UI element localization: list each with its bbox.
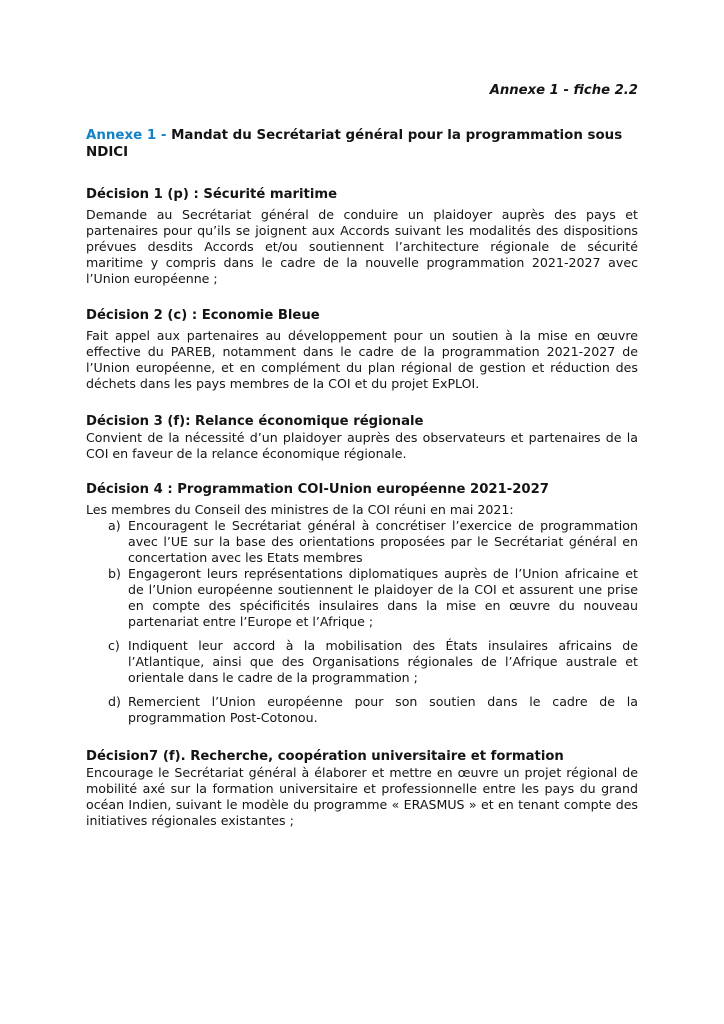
- document-title-text: Mandat du Secrétariat général pour la programmation sous NDICI: [86, 128, 623, 160]
- list-item-c-text: Indiquent leur accord à la mobilisation des États insulaires africains de l’Atlantique, ainsi que des Organisations régionales de l’Afrique australe et orientale dans le cadre de la programmation ;: [128, 638, 638, 685]
- decision-2-heading: Décision 2 (c) : Economie Bleue: [86, 308, 320, 323]
- section-decision-2: [86, 308, 638, 392]
- list-item-a-marker: a): [108, 518, 121, 533]
- section-decision-7: [86, 749, 638, 829]
- list-item-d: [108, 694, 638, 726]
- list-item-c-marker: c): [108, 638, 120, 653]
- list-item-d-marker: d): [108, 694, 121, 709]
- decision-3-body: Convient de la nécessité d’un plaidoyer auprès des observateurs et partenaires de la COI en faveur de la relance économique régionale.: [86, 430, 638, 461]
- decision-7-body: Encourage le Secrétariat général à élaborer et mettre en œuvre un projet régional de mobilité axé sur la formation universitaire et professionnelle entre les pays du grand océan Indien, suivant le modèle du programme « ERASMUS » et en tenant compte des initiatives régionales existantes ;: [86, 765, 638, 828]
- list-item-a: [108, 518, 638, 566]
- decision-4-intro: Les membres du Conseil des ministres de la COI réuni en mai 2021:: [86, 502, 514, 517]
- section-decision-3: [86, 414, 638, 462]
- document-title: [86, 127, 638, 161]
- list-item-b-marker: b): [108, 566, 121, 581]
- document-title-prefix: Annexe 1 -: [86, 128, 172, 143]
- decision-1-body: Demande au Secrétariat général de conduire un plaidoyer auprès des pays et partenaires pour qu’ils se joignent aux Accords suivant les modalités des dispositions prévues desdits Accords et/ou soutiennent l’architecture régionale de sécurité maritime y compris dans le cadre de la nouvelle programmation 2021-2027 avec l’Union européenne ;: [86, 207, 638, 286]
- list-item-c: [108, 638, 638, 686]
- list-item-d-text: Remercient l’Union européenne pour son soutien dans le cadre de la programmation Post-Cotonou.: [128, 694, 638, 725]
- decision-1-heading: Décision 1 (p) : Sécurité maritime: [86, 187, 338, 202]
- list-item-a-text: Encouragent le Secrétariat général à concrétiser l’exercice de programmation avec l’UE sur la base des orientations proposées par le Secrétariat général en concertation avec les Etats membres: [128, 518, 638, 565]
- section-decision-4: [86, 482, 638, 726]
- list-item-b-text: Engageront leurs représentations diplomatiques auprès de l’Union africaine et de l’Union européenne soutiennent le plaidoyer de la COI et assurent une prise en compte des spécificités insulaires dans la mise en œuvre du nouveau partenariat entre l’Europe et l’Afrique ;: [128, 566, 638, 629]
- page-header-annotation: Annexe 1 - fiche 2.2: [489, 83, 638, 98]
- decision-2-body: Fait appel aux partenaires au développement pour un soutien à la mise en œuvre effective du PAREB, notamment dans le cadre de la programmation 2021-2027 de l’Union européenne, et en complément du plan régional de gestion et réduction des déchets dans les pays membres de la COI et du projet ExPLOI.: [86, 328, 638, 391]
- section-decision-1: [86, 187, 638, 287]
- decision-3-heading: Décision 3 (f): Relance économique régionale: [86, 414, 424, 429]
- decision-4-heading: Décision 4 : Programmation COI-Union européenne 2021-2027: [86, 482, 549, 497]
- list-item-b: [108, 566, 638, 630]
- decision-7-heading: Décision7 (f). Recherche, coopération universitaire et formation: [86, 749, 564, 764]
- decision-4-list: [86, 518, 638, 726]
